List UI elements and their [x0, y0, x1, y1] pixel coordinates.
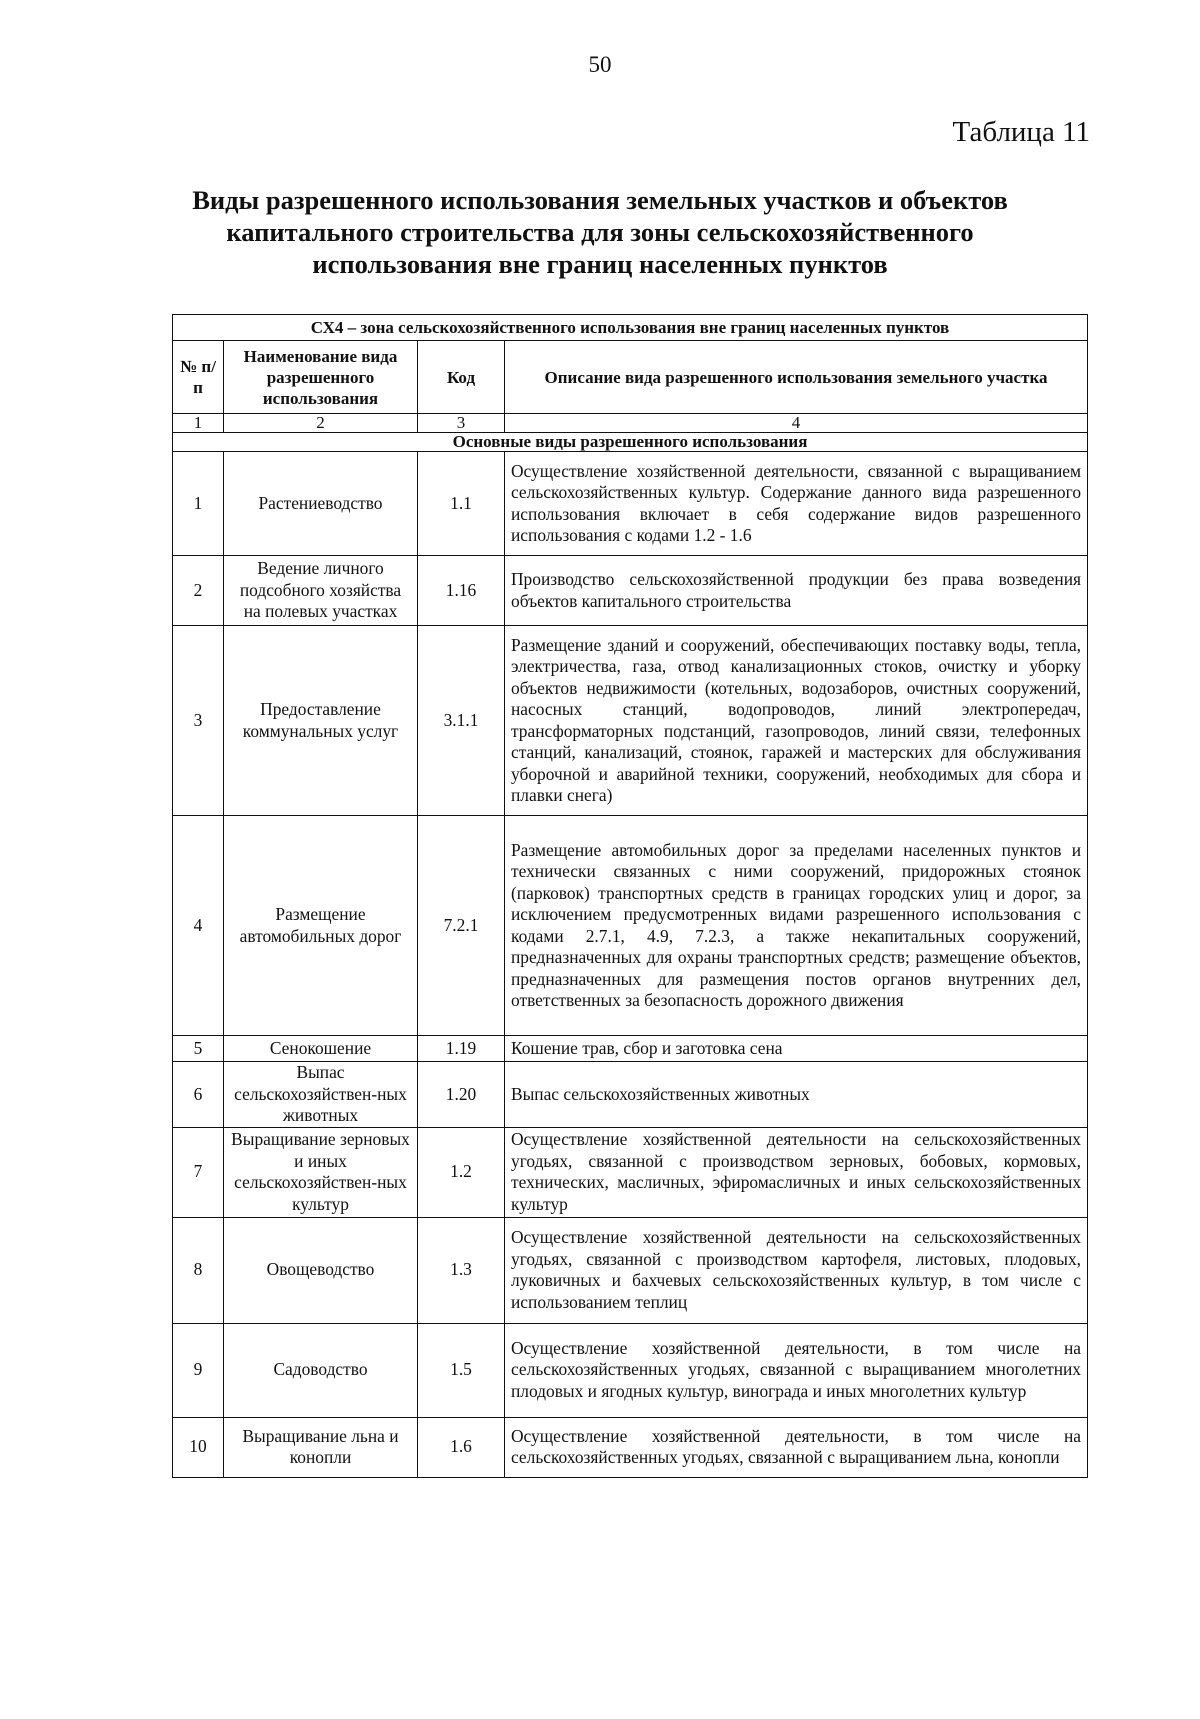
row-code: 1.16: [418, 556, 505, 626]
row-code: 1.2: [418, 1127, 505, 1217]
table-row: [173, 1062, 1088, 1128]
column-number: 3: [418, 414, 505, 433]
row-description: Кошение трав, сбор и заготовка сена: [505, 1036, 1088, 1062]
table-row: [173, 816, 1088, 1036]
table-row: [173, 1323, 1088, 1417]
row-number: 9: [173, 1323, 224, 1417]
row-code: 1.20: [418, 1062, 505, 1128]
row-use-name: Размещение автомобильных дорог: [224, 816, 418, 1036]
page-number: 50: [588, 52, 612, 77]
row-description: Осуществление хозяйственной деятельности, в том числе на сельскохозяйственных угодьях, связанной с выращиванием льна, конопли: [505, 1417, 1088, 1477]
row-number: 6: [173, 1062, 224, 1128]
table-row: [173, 556, 1088, 626]
row-description: Осуществление хозяйственной деятельности на сельскохозяйственных угодьях, связанной с производством картофеля, листовых, плодовых, луковичных и бахчевых сельскохозяйственных культур, в том числе с использованием теплиц: [505, 1217, 1088, 1323]
zone-title-row: [173, 315, 1088, 341]
row-number: 4: [173, 816, 224, 1036]
row-code: 1.3: [418, 1217, 505, 1323]
table-row: [173, 626, 1088, 816]
row-code: 1.5: [418, 1323, 505, 1417]
document-title: [150, 184, 1050, 280]
header-num: № п/п: [173, 341, 224, 414]
table-row: [173, 1217, 1088, 1323]
row-use-name: Выпас сельскохозяйствен-ных животных: [224, 1062, 418, 1128]
document-title-line: Виды разрешенного использования земельных участков и объектов: [192, 185, 1008, 215]
row-use-name: Овощеводство: [224, 1217, 418, 1323]
row-number: 1: [173, 452, 224, 556]
row-description: Производство сельскохозяйственной продукции без права возведения объектов капитального строительства: [505, 556, 1088, 626]
document-title-line: использования вне границ населенных пунктов: [312, 249, 888, 279]
row-number: 3: [173, 626, 224, 816]
table-row: [173, 1127, 1088, 1217]
column-number: 2: [224, 414, 418, 433]
row-code: 1.19: [418, 1036, 505, 1062]
zone-title: СХ4 – зона сельскохозяйственного использования вне границ населенных пунктов: [173, 315, 1088, 341]
row-description: Осуществление хозяйственной деятельности, связанной с выращиванием сельскохозяйственных культур. Содержание данного вида разрешенного использования включает в себя содержание видов разрешенного использования с кодами 1.2 - 1.6: [505, 452, 1088, 556]
row-use-name: Растениеводство: [224, 452, 418, 556]
row-number: 10: [173, 1417, 224, 1477]
row-use-name: Предоставление коммунальных услуг: [224, 626, 418, 816]
header-name: Наименование вида разрешенного использования: [224, 341, 418, 414]
header-desc: Описание вида разрешенного использования земельного участка: [505, 341, 1088, 414]
row-use-name: Садоводство: [224, 1323, 418, 1417]
row-use-name: Выращивание льна и конопли: [224, 1417, 418, 1477]
row-number: 2: [173, 556, 224, 626]
land-use-table: [172, 314, 1088, 1478]
table-label: Таблица 11: [952, 116, 1090, 148]
row-number: 7: [173, 1127, 224, 1217]
row-use-name: Ведение личного подсобного хозяйства на полевых участках: [224, 556, 418, 626]
table-row: [173, 452, 1088, 556]
document-title-line: капитального строительства для зоны сельскохозяйственного: [226, 217, 974, 247]
row-use-name: Выращивание зерновых и иных сельскохозяйствен-ных культур: [224, 1127, 418, 1217]
table-row: [173, 1417, 1088, 1477]
row-description: Размещение автомобильных дорог за пределами населенных пунктов и технически связанных с ними сооружений, придорожных стоянок (парковок) транспортных средств в границах городских улиц и дорог, за исключением предусмотренных видами разрешенного использования с кодами 2.7.1, 4.9, 7.2.3, а также некапитальных сооружений, предназначенных для охраны транспортных средств; размещение объектов, предназначенных для размещения постов органов внутренних дел, ответственных за безопасность дорожного движения: [505, 816, 1088, 1036]
row-code: 7.2.1: [418, 816, 505, 1036]
row-description: Осуществление хозяйственной деятельности на сельскохозяйственных угодьях, связанной с производством зерновых, бобовых, кормовых, технических, масличных, эфиромасличных и иных сельскохозяйственных культур: [505, 1127, 1088, 1217]
header-row: [173, 341, 1088, 414]
column-number: 1: [173, 414, 224, 433]
row-code: 1.6: [418, 1417, 505, 1477]
column-number: 4: [505, 414, 1088, 433]
section-row: [173, 433, 1088, 452]
row-description: Размещение зданий и сооружений, обеспечивающих поставку воды, тепла, электричества, газа, отвод канализационных стоков, очистку и уборку объектов недвижимости (котельных, водозаборов, очистных сооружений, насосных станций, водопроводов, линий электропередач, трансформаторных подстанций, газопроводов, линий связи, телефонных станций, канализаций, стоянок, гаражей и мастерских для обслуживания уборочной и аварийной техники, сооружений, необходимых для сбора и плавки снега): [505, 626, 1088, 816]
row-description: Осуществление хозяйственной деятельности, в том числе на сельскохозяйственных угодьях, связанной с выращиванием многолетних плодовых и ягодных культур, винограда и иных многолетних культур: [505, 1323, 1088, 1417]
row-use-name: Сенокошение: [224, 1036, 418, 1062]
row-code: 1.1: [418, 452, 505, 556]
table-row: [173, 1036, 1088, 1062]
section-title: Основные виды разрешенного использования: [173, 433, 1088, 452]
row-number: 5: [173, 1036, 224, 1062]
column-number-row: [173, 414, 1088, 433]
row-number: 8: [173, 1217, 224, 1323]
header-code: Код: [418, 341, 505, 414]
row-description: Выпас сельскохозяйственных животных: [505, 1062, 1088, 1128]
row-code: 3.1.1: [418, 626, 505, 816]
